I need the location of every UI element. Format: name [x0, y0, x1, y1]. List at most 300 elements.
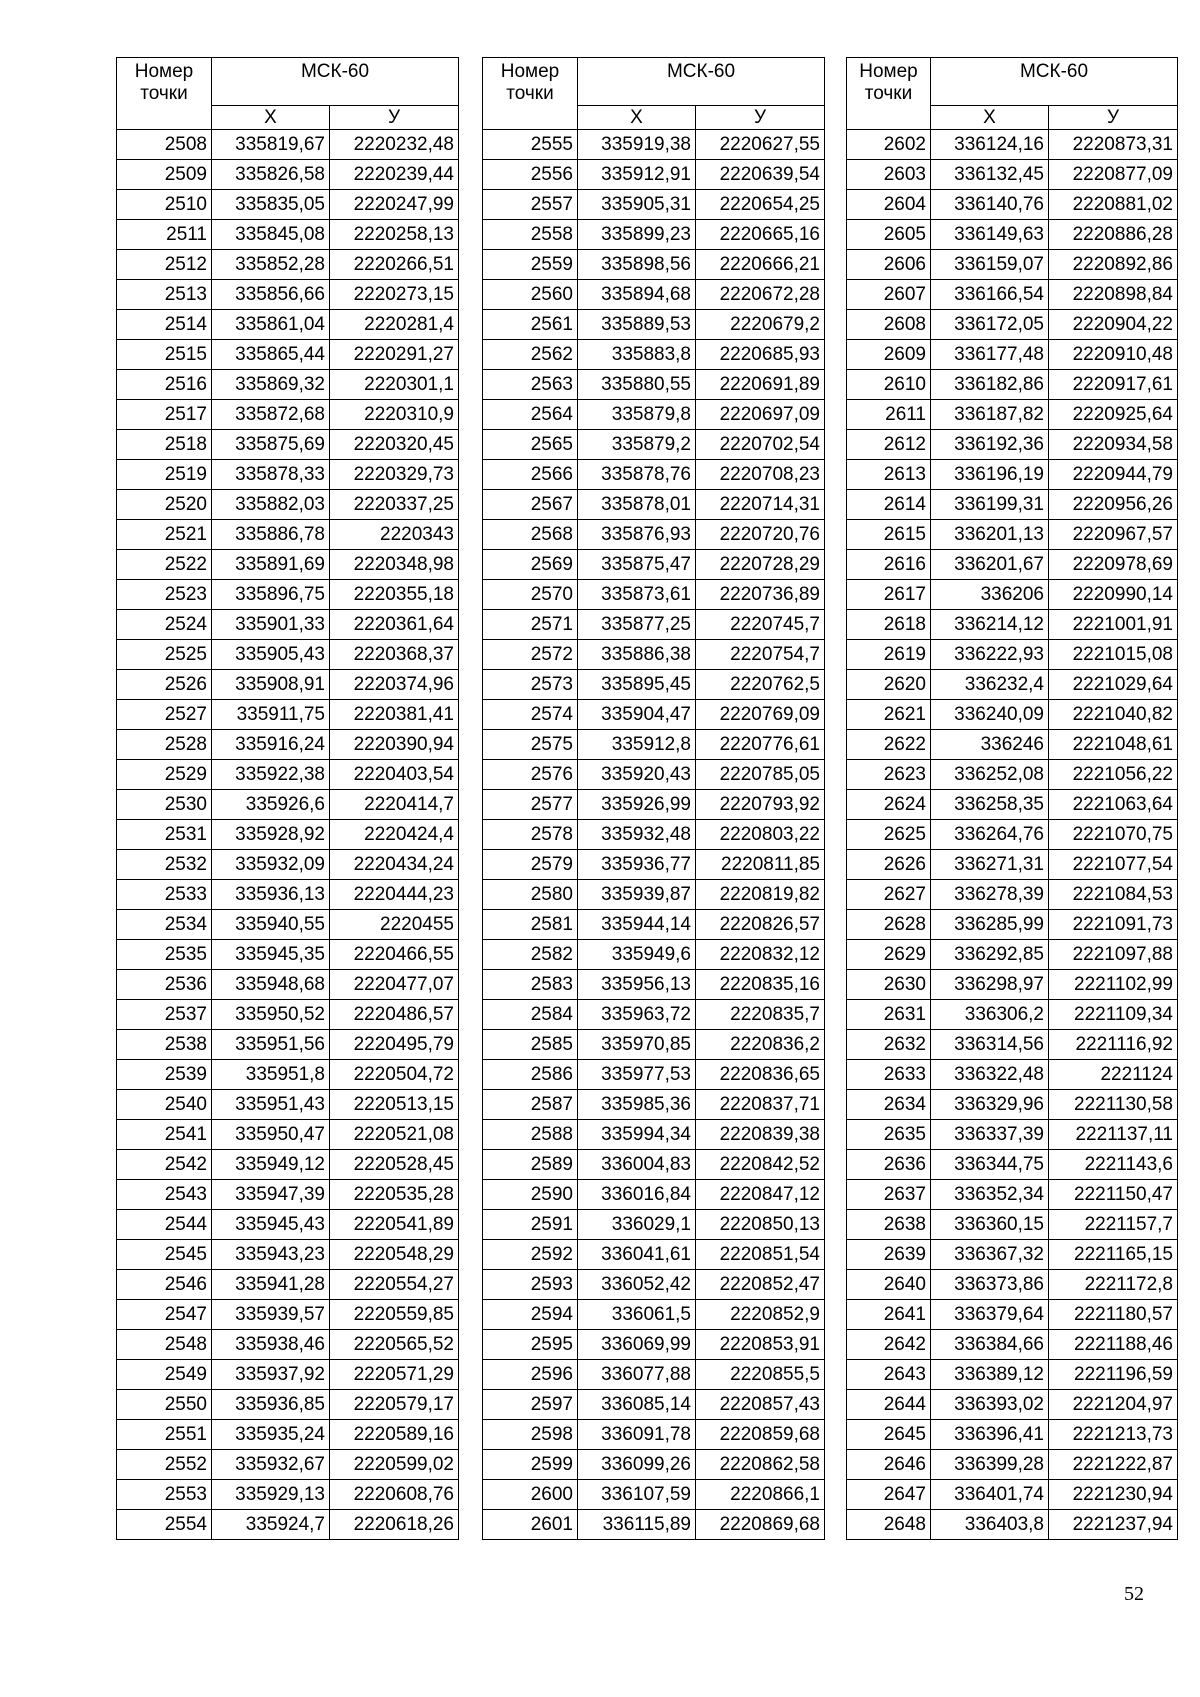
- x-coordinate-cell: 335920,43: [578, 760, 696, 790]
- y-coordinate-cell: 2220559,85: [330, 1300, 459, 1330]
- table-row: [847, 1090, 1178, 1120]
- x-coordinate-cell: 336172,05: [931, 310, 1049, 340]
- y-coordinate-cell: 2221063,64: [1049, 790, 1178, 820]
- point-number-cell: 2625: [847, 820, 931, 850]
- y-coordinate-cell: 2221188,46: [1049, 1330, 1178, 1360]
- point-number-cell: 2636: [847, 1150, 931, 1180]
- y-coordinate-cell: 2220329,73: [330, 460, 459, 490]
- y-coordinate-cell: 2220956,26: [1049, 490, 1178, 520]
- point-number-cell: 2521: [117, 520, 212, 550]
- y-coordinate-cell: 2221130,58: [1049, 1090, 1178, 1120]
- table-row: [847, 1390, 1178, 1420]
- table-row: [847, 1030, 1178, 1060]
- table-row: [847, 910, 1178, 940]
- table-row: [117, 250, 459, 280]
- x-coordinate-cell: 335936,77: [578, 850, 696, 880]
- table-row: [847, 370, 1178, 400]
- y-coordinate-cell: 2220714,31: [696, 490, 825, 520]
- y-coordinate-cell: 2220736,89: [696, 580, 825, 610]
- x-coordinate-cell: 336187,82: [931, 400, 1049, 430]
- x-coordinate-cell: 336159,07: [931, 250, 1049, 280]
- x-coordinate-cell: 335905,43: [212, 640, 330, 670]
- coordinate-table-1: [116, 57, 459, 1540]
- coordinate-system-header: МСК-60: [578, 58, 825, 106]
- point-number-cell: 2637: [847, 1180, 931, 1210]
- point-number-cell: 2549: [117, 1360, 212, 1390]
- table-row: [483, 400, 825, 430]
- table-row: [847, 1420, 1178, 1450]
- table-row: [117, 1060, 459, 1090]
- x-coordinate-cell: 335945,35: [212, 940, 330, 970]
- point-number-cell: 2567: [483, 490, 578, 520]
- x-coordinate-cell: 335869,32: [212, 370, 330, 400]
- y-coordinate-cell: 2221180,57: [1049, 1300, 1178, 1330]
- point-number-cell: 2525: [117, 640, 212, 670]
- y-coordinate-cell: 2220728,29: [696, 550, 825, 580]
- point-number-cell: 2600: [483, 1480, 578, 1510]
- table-row: [483, 220, 825, 250]
- point-number-cell: 2601: [483, 1510, 578, 1540]
- y-coordinate-cell: 2221230,94: [1049, 1480, 1178, 1510]
- point-number-cell: 2558: [483, 220, 578, 250]
- y-coordinate-cell: 2220925,64: [1049, 400, 1178, 430]
- point-number-cell: 2623: [847, 760, 931, 790]
- y-coordinate-cell: 2220762,5: [696, 670, 825, 700]
- table-row: [847, 460, 1178, 490]
- table-row: [117, 280, 459, 310]
- y-coordinate-cell: 2220754,7: [696, 640, 825, 670]
- y-coordinate-cell: 2221109,34: [1049, 1000, 1178, 1030]
- table-row: [117, 340, 459, 370]
- y-coordinate-cell: 2220247,99: [330, 190, 459, 220]
- x-coordinate-cell: 336337,39: [931, 1120, 1049, 1150]
- point-number-cell: 2579: [483, 850, 578, 880]
- x-coordinate-cell: 335835,05: [212, 190, 330, 220]
- y-coordinate-cell: 2220504,72: [330, 1060, 459, 1090]
- x-coordinate-cell: 335949,6: [578, 940, 696, 970]
- x-coordinate-cell: 335819,67: [212, 130, 330, 160]
- y-coordinate-cell: 2220258,13: [330, 220, 459, 250]
- table-row: [117, 1360, 459, 1390]
- y-coordinate-cell: 2221172,8: [1049, 1270, 1178, 1300]
- y-coordinate-cell: 2220513,15: [330, 1090, 459, 1120]
- point-number-cell: 2537: [117, 1000, 212, 1030]
- y-coordinate-cell: 2220862,58: [696, 1450, 825, 1480]
- y-coordinate-cell: 2220554,27: [330, 1270, 459, 1300]
- x-coordinate-cell: 336016,84: [578, 1180, 696, 1210]
- point-number-cell: 2583: [483, 970, 578, 1000]
- y-coordinate-cell: 2220776,61: [696, 730, 825, 760]
- table-row: [483, 610, 825, 640]
- y-coordinate-cell: 2220381,41: [330, 700, 459, 730]
- x-coordinate-cell: 335938,46: [212, 1330, 330, 1360]
- x-coordinate-cell: 336166,54: [931, 280, 1049, 310]
- point-number-cell: 2568: [483, 520, 578, 550]
- point-number-cell: 2641: [847, 1300, 931, 1330]
- x-coordinate-cell: 335908,91: [212, 670, 330, 700]
- table-row: [117, 220, 459, 250]
- point-number-cell: 2551: [117, 1420, 212, 1450]
- x-coordinate-cell: 336214,12: [931, 610, 1049, 640]
- y-coordinate-cell: 2220528,45: [330, 1150, 459, 1180]
- point-number-cell: 2639: [847, 1240, 931, 1270]
- table-row: [117, 1420, 459, 1450]
- table-row: [483, 940, 825, 970]
- table-row: [117, 1510, 459, 1540]
- x-coordinate-cell: 335963,72: [578, 1000, 696, 1030]
- table-row: [847, 1060, 1178, 1090]
- table-row: [483, 730, 825, 760]
- table-row: [847, 1210, 1178, 1240]
- point-number-cell: 2589: [483, 1150, 578, 1180]
- point-number-cell: 2546: [117, 1270, 212, 1300]
- x-header: Х: [931, 106, 1049, 130]
- y-coordinate-cell: 2220666,21: [696, 250, 825, 280]
- table-row: [117, 430, 459, 460]
- point-number-cell: 2594: [483, 1300, 578, 1330]
- x-coordinate-cell: 336240,09: [931, 700, 1049, 730]
- table-row: [483, 1000, 825, 1030]
- y-coordinate-cell: 2221157,7: [1049, 1210, 1178, 1240]
- point-number-cell: 2634: [847, 1090, 931, 1120]
- y-coordinate-cell: 2220348,98: [330, 550, 459, 580]
- x-coordinate-cell: 335950,52: [212, 1000, 330, 1030]
- x-coordinate-cell: 335875,47: [578, 550, 696, 580]
- table-row: [483, 280, 825, 310]
- table-row: [483, 1210, 825, 1240]
- y-coordinate-cell: 2220708,23: [696, 460, 825, 490]
- table-row: [117, 520, 459, 550]
- point-number-cell: 2516: [117, 370, 212, 400]
- x-coordinate-cell: 336124,16: [931, 130, 1049, 160]
- y-coordinate-cell: 2220281,4: [330, 310, 459, 340]
- x-coordinate-cell: 335912,8: [578, 730, 696, 760]
- table-row: [847, 1300, 1178, 1330]
- table-row: [847, 190, 1178, 220]
- point-number-cell: 2562: [483, 340, 578, 370]
- point-number-cell: 2544: [117, 1210, 212, 1240]
- point-number-cell: 2616: [847, 550, 931, 580]
- y-coordinate-cell: 2220892,86: [1049, 250, 1178, 280]
- table-row: [847, 1270, 1178, 1300]
- point-number-cell: 2513: [117, 280, 212, 310]
- x-coordinate-cell: 336399,28: [931, 1450, 1049, 1480]
- point-number-cell: 2547: [117, 1300, 212, 1330]
- x-coordinate-cell: 336196,19: [931, 460, 1049, 490]
- y-coordinate-cell: 2220869,68: [696, 1510, 825, 1540]
- x-coordinate-cell: 336278,39: [931, 880, 1049, 910]
- x-coordinate-cell: 336041,61: [578, 1240, 696, 1270]
- y-coordinate-cell: 2220769,09: [696, 700, 825, 730]
- point-number-cell: 2556: [483, 160, 578, 190]
- point-number-cell: 2561: [483, 310, 578, 340]
- table-row: [483, 490, 825, 520]
- x-coordinate-cell: 335941,28: [212, 1270, 330, 1300]
- table-row: [847, 310, 1178, 340]
- point-number-header: Номер точки: [847, 58, 931, 130]
- x-coordinate-cell: 336091,78: [578, 1420, 696, 1450]
- y-coordinate-cell: 2220917,61: [1049, 370, 1178, 400]
- table-row: [483, 550, 825, 580]
- x-coordinate-cell: 335936,13: [212, 880, 330, 910]
- point-number-cell: 2582: [483, 940, 578, 970]
- x-coordinate-cell: 335956,13: [578, 970, 696, 1000]
- x-coordinate-cell: 335977,53: [578, 1060, 696, 1090]
- y-coordinate-cell: 2220859,68: [696, 1420, 825, 1450]
- table-row: [117, 1450, 459, 1480]
- y-coordinate-cell: 2220847,12: [696, 1180, 825, 1210]
- y-coordinate-cell: 2221204,97: [1049, 1390, 1178, 1420]
- x-coordinate-cell: 335951,56: [212, 1030, 330, 1060]
- y-coordinate-cell: 2221213,73: [1049, 1420, 1178, 1450]
- x-coordinate-cell: 336232,4: [931, 670, 1049, 700]
- point-number-cell: 2584: [483, 1000, 578, 1030]
- y-coordinate-cell: 2220291,27: [330, 340, 459, 370]
- y-coordinate-cell: 2220266,51: [330, 250, 459, 280]
- point-number-cell: 2578: [483, 820, 578, 850]
- point-number-cell: 2627: [847, 880, 931, 910]
- table-row: [483, 430, 825, 460]
- y-coordinate-cell: 2220390,94: [330, 730, 459, 760]
- table-row: [117, 940, 459, 970]
- table-row: [117, 1030, 459, 1060]
- y-coordinate-cell: 2221137,11: [1049, 1120, 1178, 1150]
- y-coordinate-cell: 2221084,53: [1049, 880, 1178, 910]
- point-number-cell: 2642: [847, 1330, 931, 1360]
- point-number-cell: 2565: [483, 430, 578, 460]
- y-coordinate-cell: 2220836,65: [696, 1060, 825, 1090]
- x-coordinate-cell: 335899,23: [578, 220, 696, 250]
- table-row: [483, 580, 825, 610]
- y-coordinate-cell: 2220720,76: [696, 520, 825, 550]
- table-row: [847, 1150, 1178, 1180]
- x-coordinate-cell: 336379,64: [931, 1300, 1049, 1330]
- point-number-cell: 2640: [847, 1270, 931, 1300]
- y-coordinate-cell: 2220374,96: [330, 670, 459, 700]
- x-coordinate-cell: 335940,55: [212, 910, 330, 940]
- point-number-cell: 2635: [847, 1120, 931, 1150]
- x-coordinate-cell: 335948,68: [212, 970, 330, 1000]
- x-coordinate-cell: 335935,24: [212, 1420, 330, 1450]
- point-number-cell: 2615: [847, 520, 931, 550]
- point-number-cell: 2555: [483, 130, 578, 160]
- point-number-cell: 2643: [847, 1360, 931, 1390]
- y-coordinate-cell: 2220320,45: [330, 430, 459, 460]
- point-number-cell: 2606: [847, 250, 931, 280]
- point-number-cell: 2604: [847, 190, 931, 220]
- table-row: [117, 1180, 459, 1210]
- point-number-cell: 2574: [483, 700, 578, 730]
- y-coordinate-cell: 2220639,54: [696, 160, 825, 190]
- x-coordinate-cell: 335876,93: [578, 520, 696, 550]
- table-row: [117, 460, 459, 490]
- point-number-cell: 2633: [847, 1060, 931, 1090]
- point-number-cell: 2540: [117, 1090, 212, 1120]
- x-header: Х: [578, 106, 696, 130]
- table-row: [483, 1480, 825, 1510]
- y-coordinate-cell: 2221124: [1049, 1060, 1178, 1090]
- table-row: [847, 1480, 1178, 1510]
- x-coordinate-cell: 336099,26: [578, 1450, 696, 1480]
- point-number-cell: 2524: [117, 610, 212, 640]
- x-coordinate-cell: 335875,69: [212, 430, 330, 460]
- point-number-cell: 2586: [483, 1060, 578, 1090]
- x-coordinate-cell: 335896,75: [212, 580, 330, 610]
- table-row: [117, 670, 459, 700]
- y-coordinate-cell: 2221001,91: [1049, 610, 1178, 640]
- x-coordinate-cell: 336344,75: [931, 1150, 1049, 1180]
- y-coordinate-cell: 2221015,08: [1049, 640, 1178, 670]
- y-coordinate-cell: 2220967,57: [1049, 520, 1178, 550]
- point-number-cell: 2531: [117, 820, 212, 850]
- x-coordinate-cell: 335919,38: [578, 130, 696, 160]
- x-coordinate-cell: 336201,13: [931, 520, 1049, 550]
- point-number-cell: 2647: [847, 1480, 931, 1510]
- table-row: [117, 910, 459, 940]
- point-number-cell: 2609: [847, 340, 931, 370]
- x-coordinate-cell: 335905,31: [578, 190, 696, 220]
- x-coordinate-cell: 335873,61: [578, 580, 696, 610]
- point-number-cell: 2510: [117, 190, 212, 220]
- x-coordinate-cell: 335936,85: [212, 1390, 330, 1420]
- y-coordinate-cell: 2220455: [330, 910, 459, 940]
- table-row: [847, 1000, 1178, 1030]
- table-row: [117, 850, 459, 880]
- y-coordinate-cell: 2220855,5: [696, 1360, 825, 1390]
- table-row: [847, 820, 1178, 850]
- table-row: [117, 640, 459, 670]
- x-coordinate-cell: 335865,44: [212, 340, 330, 370]
- point-number-cell: 2541: [117, 1120, 212, 1150]
- table-row: [847, 1330, 1178, 1360]
- point-number-cell: 2543: [117, 1180, 212, 1210]
- point-number-cell: 2509: [117, 160, 212, 190]
- point-number-cell: 2596: [483, 1360, 578, 1390]
- x-coordinate-cell: 336367,32: [931, 1240, 1049, 1270]
- table-row: [483, 1030, 825, 1060]
- point-number-cell: 2514: [117, 310, 212, 340]
- y-coordinate-cell: 2220803,22: [696, 820, 825, 850]
- y-coordinate-cell: 2221222,87: [1049, 1450, 1178, 1480]
- table-row: [847, 610, 1178, 640]
- x-coordinate-cell: 336061,5: [578, 1300, 696, 1330]
- y-coordinate-cell: 2220944,79: [1049, 460, 1178, 490]
- table-row: [117, 580, 459, 610]
- table-row: [847, 430, 1178, 460]
- point-number-cell: 2527: [117, 700, 212, 730]
- y-coordinate-cell: 2220877,09: [1049, 160, 1178, 190]
- x-coordinate-cell: 335994,34: [578, 1120, 696, 1150]
- point-number-cell: 2575: [483, 730, 578, 760]
- y-coordinate-cell: 2221040,82: [1049, 700, 1178, 730]
- x-coordinate-cell: 335891,69: [212, 550, 330, 580]
- y-coordinate-cell: 2220832,12: [696, 940, 825, 970]
- table-row: [483, 910, 825, 940]
- table-row: [847, 970, 1178, 1000]
- y-coordinate-cell: 2220239,44: [330, 160, 459, 190]
- x-coordinate-cell: 336396,41: [931, 1420, 1049, 1450]
- y-coordinate-cell: 2220343: [330, 520, 459, 550]
- table-row: [847, 220, 1178, 250]
- table-row: [483, 520, 825, 550]
- table-row: [847, 940, 1178, 970]
- x-coordinate-cell: 336085,14: [578, 1390, 696, 1420]
- x-coordinate-cell: 335951,43: [212, 1090, 330, 1120]
- table-row: [117, 1330, 459, 1360]
- point-number-cell: 2607: [847, 280, 931, 310]
- y-coordinate-cell: 2220310,9: [330, 400, 459, 430]
- table-row: [483, 1300, 825, 1330]
- x-coordinate-cell: 335886,38: [578, 640, 696, 670]
- x-coordinate-cell: 335949,12: [212, 1150, 330, 1180]
- x-coordinate-cell: 335929,13: [212, 1480, 330, 1510]
- point-number-cell: 2529: [117, 760, 212, 790]
- x-coordinate-cell: 336201,67: [931, 550, 1049, 580]
- point-number-cell: 2539: [117, 1060, 212, 1090]
- table-row: [847, 340, 1178, 370]
- point-number-cell: 2645: [847, 1420, 931, 1450]
- table-row: [117, 1000, 459, 1030]
- point-number-cell: 2617: [847, 580, 931, 610]
- point-number-cell: 2597: [483, 1390, 578, 1420]
- x-coordinate-cell: 336222,93: [931, 640, 1049, 670]
- y-coordinate-cell: 2221056,22: [1049, 760, 1178, 790]
- point-number-cell: 2595: [483, 1330, 578, 1360]
- table-row: [483, 1390, 825, 1420]
- point-number-cell: 2646: [847, 1450, 931, 1480]
- point-number-cell: 2542: [117, 1150, 212, 1180]
- point-number-cell: 2618: [847, 610, 931, 640]
- x-coordinate-cell: 335947,39: [212, 1180, 330, 1210]
- table-row: [483, 1180, 825, 1210]
- y-coordinate-cell: 2220702,54: [696, 430, 825, 460]
- table-row: [483, 760, 825, 790]
- x-coordinate-cell: 336271,31: [931, 850, 1049, 880]
- table-row: [117, 1240, 459, 1270]
- y-coordinate-cell: 2220654,25: [696, 190, 825, 220]
- point-number-cell: 2590: [483, 1180, 578, 1210]
- table-row: [483, 1120, 825, 1150]
- point-number-cell: 2511: [117, 220, 212, 250]
- point-number-cell: 2619: [847, 640, 931, 670]
- point-number-cell: 2557: [483, 190, 578, 220]
- y-coordinate-cell: 2220852,9: [696, 1300, 825, 1330]
- y-coordinate-cell: 2220665,16: [696, 220, 825, 250]
- y-coordinate-cell: 2220672,28: [696, 280, 825, 310]
- point-number-cell: 2621: [847, 700, 931, 730]
- x-coordinate-cell: 336373,86: [931, 1270, 1049, 1300]
- y-coordinate-cell: 2220836,2: [696, 1030, 825, 1060]
- table-row: [847, 490, 1178, 520]
- x-coordinate-cell: 335926,6: [212, 790, 330, 820]
- x-coordinate-cell: 335945,43: [212, 1210, 330, 1240]
- y-coordinate-cell: 2220886,28: [1049, 220, 1178, 250]
- y-coordinate-cell: 2220355,18: [330, 580, 459, 610]
- point-number-cell: 2535: [117, 940, 212, 970]
- x-coordinate-cell: 336192,36: [931, 430, 1049, 460]
- y-coordinate-cell: 2221237,94: [1049, 1510, 1178, 1540]
- x-coordinate-cell: 336140,76: [931, 190, 1049, 220]
- table-row: [847, 130, 1178, 160]
- y-coordinate-cell: 2220851,54: [696, 1240, 825, 1270]
- coordinate-system-header: МСК-60: [212, 58, 459, 106]
- x-coordinate-cell: 336403,8: [931, 1510, 1049, 1540]
- table-row: [117, 310, 459, 340]
- y-coordinate-cell: 2220521,08: [330, 1120, 459, 1150]
- y-coordinate-cell: 2221029,64: [1049, 670, 1178, 700]
- table-row: [117, 370, 459, 400]
- x-coordinate-cell: 335894,68: [578, 280, 696, 310]
